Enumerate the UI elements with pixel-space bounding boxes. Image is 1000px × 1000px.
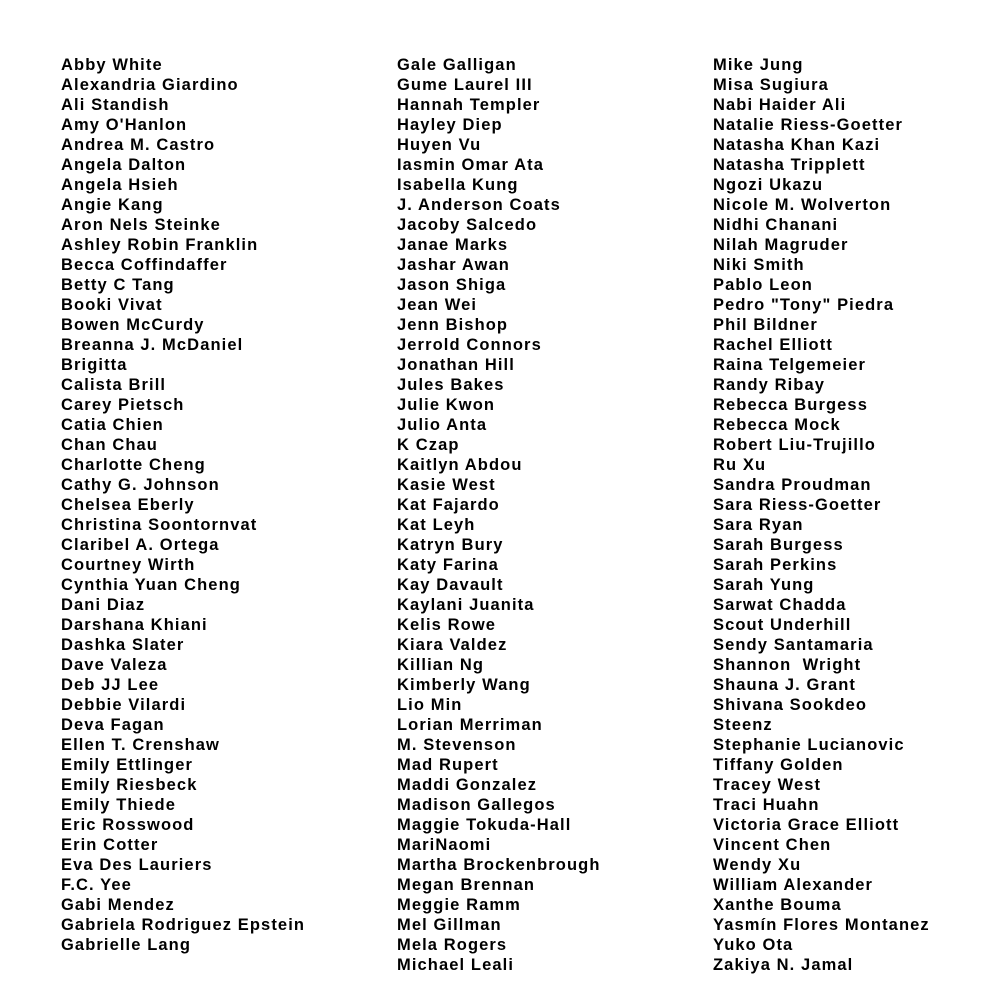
name-entry: Sarah Burgess [713,536,844,554]
name-entry: Gume Laurel III [397,76,533,94]
name-entry: Deb JJ Lee [61,676,160,694]
name-entry: Phil Bildner [713,316,818,334]
name-entry: Natasha Tripplett [713,156,866,174]
name-entry: Kiara Valdez [397,636,508,654]
name-entry: Abby White [61,56,163,74]
name-entry: Janae Marks [397,236,509,254]
name-entry: Mela Rogers [397,936,508,954]
name-entry: Pablo Leon [713,276,813,294]
name-entry: Julio Anta [397,416,488,434]
name-entry: Kat Fajardo [397,496,500,514]
name-entry: Carey Pietsch [61,396,185,414]
name-entry: Robert Liu-Trujillo [713,436,876,454]
name-entry: Megan Brennan [397,876,536,894]
name-entry: Becca Coffindaffer [61,256,228,274]
name-entry: Shannon Wright [713,656,862,674]
name-entry: Tiffany Golden [713,756,844,774]
name-entry: Raina Telgemeier [713,356,867,374]
name-entry: Dave Valeza [61,656,168,674]
name-entry: Alexandria Giardino [61,76,239,94]
name-entry: Michael Leali [397,956,515,974]
name-entry: Nabi Haider Ali [713,96,847,114]
name-entry: Natasha Khan Kazi [713,136,881,154]
name-entry: Rachel Elliott [713,336,833,354]
name-entry: M. Stevenson [397,736,517,754]
name-entry: Kat Leyh [397,516,476,534]
name-entry: Courtney Wirth [61,556,196,574]
name-entry: Chelsea Eberly [61,496,195,514]
name-entry: Yasmín Flores Montanez [713,916,930,934]
name-entry: Ngozi Ukazu [713,176,824,194]
name-entry: Mike Jung [713,56,804,74]
name-entry: Julie Kwon [397,396,496,414]
name-entry: Madison Gallegos [397,796,556,814]
name-entry: William Alexander [713,876,874,894]
name-entry: Hannah Templer [397,96,541,114]
name-entry: Misa Sugiura [713,76,829,94]
name-entry: Kay Davault [397,576,504,594]
name-entry: Gale Galligan [397,56,517,74]
name-entry: Kaylani Juanita [397,596,535,614]
name-entry: Kelis Rowe [397,616,497,634]
name-entry: Sarah Yung [713,576,815,594]
name-entry: Lio Min [397,696,463,714]
name-entry: Wendy Xu [713,856,802,874]
name-entry: Aron Nels Steinke [61,216,221,234]
name-entry: Iasmin Omar Ata [397,156,545,174]
name-entry: Jerrold Connors [397,336,542,354]
name-entry: Yuko Ota [713,936,794,954]
name-entry: Gabriela Rodriguez Epstein [61,916,306,934]
name-entry: Bowen McCurdy [61,316,205,334]
name-entry: Angela Dalton [61,156,187,174]
name-entry: Niki Smith [713,256,805,274]
name-entry: Jean Wei [397,296,478,314]
name-entry: Ellen T. Crenshaw [61,736,220,754]
name-entry: Chan Chau [61,436,158,454]
name-entry: Pedro "Tony" Piedra [713,296,895,314]
name-entry: Victoria Grace Elliott [713,816,900,834]
name-entry: Sarah Perkins [713,556,838,574]
name-entry: Maddi Gonzalez [397,776,538,794]
name-entry: Calista Brill [61,376,167,394]
name-entry: Dashka Slater [61,636,185,654]
name-entry: Kasie West [397,476,496,494]
name-entry: Kimberly Wang [397,676,531,694]
name-entry: Breanna J. McDaniel [61,336,244,354]
name-entry: Kaitlyn Abdou [397,456,523,474]
name-entry: Killian Ng [397,656,485,674]
name-entry: J. Anderson Coats [397,196,561,214]
name-entry: Mel Gillman [397,916,502,934]
name-entry: Steenz [713,716,773,734]
name-entry: Jashar Awan [397,256,510,274]
name-entry: Emily Ettlinger [61,756,194,774]
name-entry: Eva Des Lauriers [61,856,213,874]
name-entry: Charlotte Cheng [61,456,206,474]
name-entry: Meggie Ramm [397,896,521,914]
name-entry: Hayley Diep [397,116,503,134]
name-entry: Dani Diaz [61,596,146,614]
name-entry: Rebecca Burgess [713,396,868,414]
name-entry: Debbie Vilardi [61,696,187,714]
name-entry: Nidhi Chanani [713,216,839,234]
name-entry: Xanthe Bouma [713,896,842,914]
name-entry: Traci Huahn [713,796,820,814]
name-entry: Huyen Vu [397,136,482,154]
name-entry: Cynthia Yuan Cheng [61,576,241,594]
name-entry: Vincent Chen [713,836,832,854]
name-entry: Sendy Santamaria [713,636,874,654]
name-entry: Scout Underhill [713,616,852,634]
name-entry: Jonathan Hill [397,356,515,374]
name-entry: Emily Thiede [61,796,176,814]
name-entry: Isabella Kung [397,176,519,194]
name-entry: Brigitta [61,356,128,374]
name-entry: Catia Chien [61,416,164,434]
name-entry: Sara Ryan [713,516,804,534]
name-entry: Sarwat Chadda [713,596,847,614]
name-entry: Darshana Khiani [61,616,208,634]
name-entry: Lorian Merriman [397,716,543,734]
name-entry: Nicole M. Wolverton [713,196,892,214]
name-entry: Emily Riesbeck [61,776,198,794]
name-entry: Randy Ribay [713,376,826,394]
name-entry: Katy Farina [397,556,499,574]
name-entry: Shauna J. Grant [713,676,857,694]
name-entry: Betty C Tang [61,276,175,294]
name-entry: Tracey West [713,776,822,794]
name-entry: Jenn Bishop [397,316,509,334]
names-column-1 [61,55,305,955]
name-entry: Natalie Riess-Goetter [713,116,903,134]
name-entry: Mad Rupert [397,756,499,774]
name-entry: Gabi Mendez [61,896,175,914]
name-entry: Shivana Sookdeo [713,696,868,714]
name-entry: K Czap [397,436,460,454]
name-entry: Cathy G. Johnson [61,476,220,494]
name-entry: F.C. Yee [61,876,132,894]
name-entry: Amy O'Hanlon [61,116,188,134]
name-entry: MariNaomi [397,836,492,854]
name-entry: Ashley Robin Franklin [61,236,259,254]
name-entry: Andrea M. Castro [61,136,216,154]
name-entry: Eric Rosswood [61,816,195,834]
name-entry: Zakiya N. Jamal [713,956,854,974]
names-column-2 [397,55,601,975]
name-entry: Nilah Magruder [713,236,849,254]
name-entry: Martha Brockenbrough [397,856,601,874]
name-entry: Ali Standish [61,96,170,114]
name-entry: Maggie Tokuda-Hall [397,816,572,834]
name-entry: Angela Hsieh [61,176,179,194]
name-entry: Jason Shiga [397,276,507,294]
name-entry: Deva Fagan [61,716,165,734]
name-entry: Booki Vivat [61,296,163,314]
name-entry: Katryn Bury [397,536,504,554]
name-entry: Christina Soontornvat [61,516,258,534]
names-column-3 [713,55,930,975]
name-entry: Jacoby Salcedo [397,216,538,234]
name-entry: Angie Kang [61,196,164,214]
name-entry: Erin Cotter [61,836,159,854]
name-entry: Sara Riess-Goetter [713,496,882,514]
name-entry: Stephanie Lucianovic [713,736,905,754]
name-entry: Gabrielle Lang [61,936,192,954]
name-entry: Claribel A. Ortega [61,536,220,554]
name-entry: Jules Bakes [397,376,505,394]
name-entry: Sandra Proudman [713,476,872,494]
name-entry: Ru Xu [713,456,767,474]
name-entry: Rebecca Mock [713,416,841,434]
